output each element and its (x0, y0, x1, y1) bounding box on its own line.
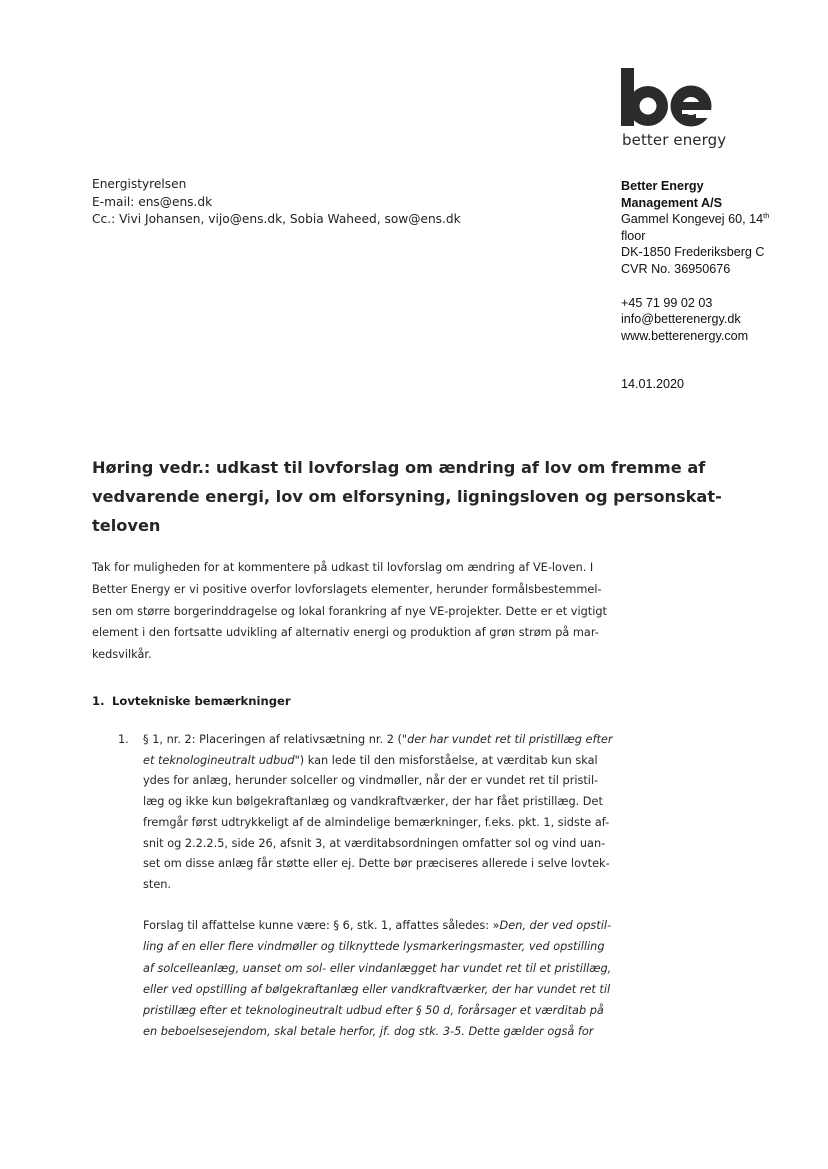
logo-tagline: better energy (622, 131, 727, 149)
item-line: snit og 2.2.2.5, side 26, afsnit 3, at værditabsordningen omfatter sol og vind uan- (143, 836, 606, 850)
item-line: fremgår først udtrykkeligt af de almindelige bemærkninger, f.eks. pkt. 1, sidste af- (143, 815, 610, 829)
title-line: Høring vedr.: udkast til lovforslag om ændring af lov om fremme af (92, 458, 706, 477)
proposal-paragraph (143, 915, 611, 1043)
sender-address-line1: Gammel Kongevej 60, 14th (621, 211, 770, 227)
section-number: 1. (92, 694, 105, 708)
sender-cvr: CVR No. 36950676 (621, 261, 731, 276)
item-line: set om disse anlæg får støtte eller ej. Dette bør præciseres allerede i selve lovtek- (143, 857, 610, 871)
item-line: ydes for anlæg, herunder solceller og vindmøller, når der er vundet ret til pristil- (143, 774, 599, 788)
intro-line: Better Energy er vi positive overfor lovforslagets elementer, herunder formålsbestemmel- (92, 582, 602, 596)
recipient-cc: Cc.: Vivi Johansen, vijo@ens.dk, Sobia Waheed, sow@ens.dk (92, 212, 461, 226)
intro-line: kedsvilkår. (92, 648, 152, 662)
sender-email: info@betterenergy.dk (621, 312, 741, 327)
sender-company-line1: Better Energy (621, 179, 704, 193)
proposal-line: ling af en eller flere vindmøller og tilknyttede lysmarkeringsmaster, ved opstilling (143, 940, 605, 954)
list-item-text (143, 730, 613, 896)
proposal-line: pristillæg efter et teknologineutralt udbud efter § 50 d, forårsager et værditab på (143, 1004, 604, 1018)
document-title (92, 453, 722, 540)
proposal-line: af solcelleanlæg, uanset om sol- eller vindanlægget har vundet ret til et pristillæg, (143, 961, 612, 975)
be-logo-mark-icon (618, 66, 728, 132)
intro-line: element i den fortsatte udvikling af alternativ energi og produktion af grøn strøm på mar- (92, 626, 599, 640)
letter-date: 14.01.2020 (621, 377, 685, 391)
title-line: teloven (92, 516, 161, 535)
sender-website: www.betterenergy.com (621, 328, 749, 343)
section-heading (92, 694, 291, 708)
section-title: Lovtekniske bemærkninger (112, 694, 291, 708)
recipient-email: E-mail: ens@ens.dk (92, 194, 213, 209)
proposal-line: eller ved opstilling af bølgekraftanlæg eller vandkraftværker, der har vundet ret til (143, 982, 611, 996)
sender-phone: +45 71 99 02 03 (621, 295, 713, 310)
sender-company-line2: Management A/S (621, 195, 723, 210)
item-line: § 1, nr. 2: Placeringen af relativsætning nr. 2 ("der har vundet ret til pristillæg efter (143, 733, 613, 746)
item-line: læg og ikke kun bølgekraftanlæg og vandkraftværker, der har fået pristillæg. Det (143, 795, 603, 809)
item-line: et teknologineutralt udbud") kan lede til den misforståelse, at værditab kun skal (143, 753, 598, 767)
intro-paragraph (92, 557, 607, 666)
item-line: sten. (143, 877, 172, 891)
sender-address-line3: DK-1850 Frederiksberg C (621, 245, 765, 260)
title-line: vedvarende energi, lov om elforsyning, ligningsloven og personskat- (92, 487, 722, 506)
intro-line: Tak for muligheden for at kommentere på udkast til lovforslag om ændring af VE-loven. I (92, 561, 594, 574)
recipient-name: Energistyrelsen (92, 177, 187, 191)
proposal-line: Forslag til affattelse kunne være: § 6, stk. 1, affattes således: »Den, der ved opstil- (143, 919, 612, 932)
recipient-block (92, 176, 461, 229)
proposal-line: en beboelsesejendom, skal betale herfor, jf. dog stk. 3-5. Dette gælder også for (143, 1025, 594, 1039)
intro-line: sen om større borgerinddragelse og lokal forankring af nye VE-projekter. Dette er et vigtigt (92, 604, 607, 618)
sender-address-line2: floor (621, 228, 646, 243)
sender-block (621, 178, 769, 344)
list-item-number: 1. (118, 733, 129, 746)
